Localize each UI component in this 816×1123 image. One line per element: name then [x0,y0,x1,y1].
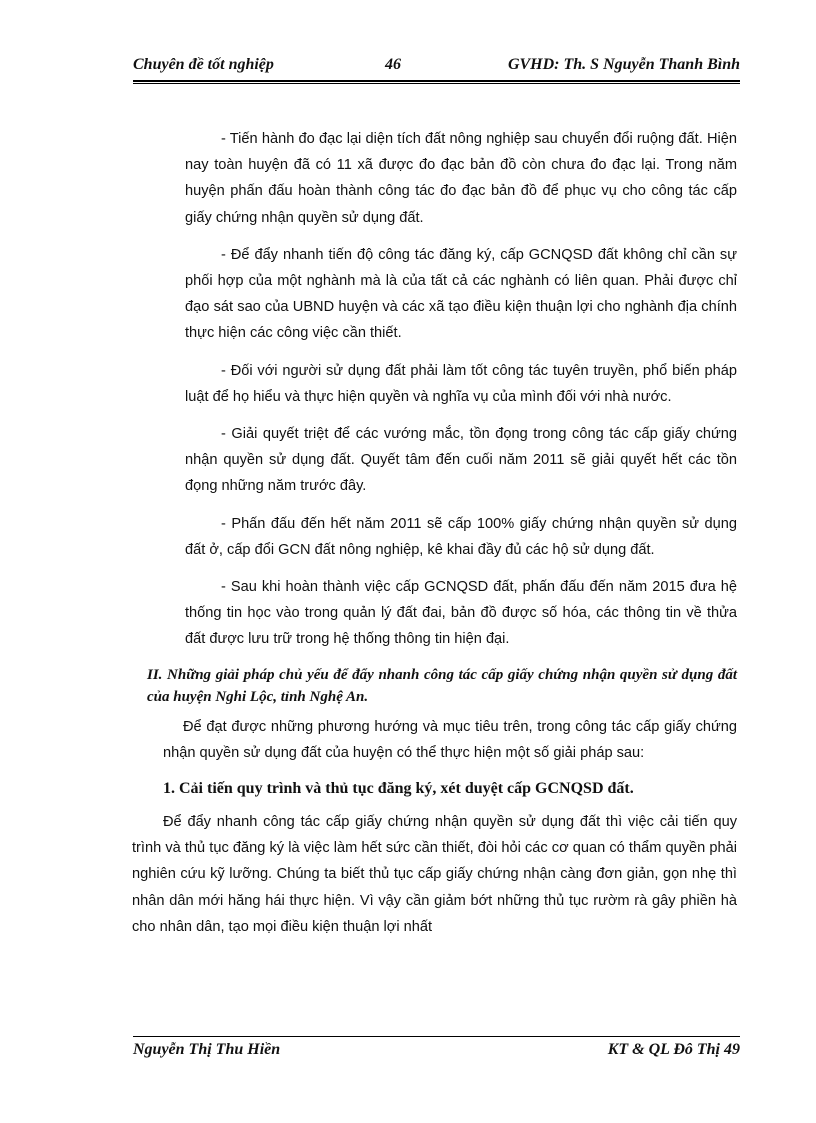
footer-department: KT & QL Đô Thị 49 [607,1041,740,1058]
footer-author: Nguyễn Thị Thu Hiền [133,1041,281,1058]
header-rule [133,80,740,82]
page-footer [133,1041,740,1063]
bullet-paragraph-5: - Phấn đấu đến hết năm 2011 sẽ cấp 100% giấy chứng nhận quyền sử dụng đất ở, cấp đổi GCN đất nông nghiệp, kê khai đầy đủ các hộ sử dụng đất. [185,515,737,558]
bullet-paragraph-1: - Tiến hành đo đạc lại diện tích đất nông nghiệp sau chuyển đổi ruộng đất. Hiện nay toàn huyện đã có 11 xã được đo đạc bản đồ còn chưa đo đạc lại. Trong năm huyện phấn đấu hoàn thành công tác đo đạc bản đồ để phục vụ cho công tác cấp giấy chứng nhận quyền sử dụng đất. [185,131,737,226]
section-heading: II. Những giải pháp chủ yếu để đẩy nhanh công tác cấp giấy chứng nhận quyền sử dụng đất của huyện Nghi Lộc, tỉnh Nghệ An. [147,666,737,705]
page-number: 46 [385,56,401,73]
header-title: Chuyên đề tốt nghiệp [133,56,274,73]
bullet-paragraph-3: - Đối với người sử dụng đất phải làm tốt công tác tuyên truyền, phổ biến pháp luật để họ hiểu và thực hiện quyền và nghĩa vụ của mình đối với nhà nước. [185,362,737,405]
footer-rule [133,1036,740,1037]
header-rule-thin [133,83,740,84]
subsection-body: Để đẩy nhanh công tác cấp giấy chứng nhận quyền sử dụng đất thì việc cải tiến quy trình và thủ tục đăng ký là việc làm hết sức cần thiết, đòi hỏi các cơ quan có thẩm quyền phải nghiên cứu kỹ lưỡng. Chúng ta biết thủ tục cấp giấy chứng nhận càng đơn giản, gọn nhẹ thì nhân dân mới hăng hái thực hiện. Vì vậy cần giảm bớt những thủ tục rườm rà gây phiền hà cho nhân dân, tạo mọi điều kiện thuận lợi nhất [132,814,737,935]
bullet-paragraph-6: - Sau khi hoàn thành việc cấp GCNQSD đất, phấn đấu đến năm 2015 đưa hệ thống tin học vào trong quản lý đất đai, bản đồ được số hóa, các thông tin về thửa đất được lưu trữ trong hệ thống thông tin hiện đại. [185,579,737,648]
bullet-paragraph-4: - Giải quyết triệt để các vướng mắc, tồn đọng trong công tác cấp giấy chứng nhận quyền sử dụng đất. Quyết tâm đến cuối năm 2011 sẽ giải quyết hết các tồn đọng những năm trước đây. [185,426,737,495]
section-intro: Để đạt được những phương hướng và mục tiêu trên, trong công tác cấp giấy chứng nhận quyền sử dụng đất của huyện có thể thực hiện một số giải pháp sau: [163,718,737,761]
bullet-paragraph-2: - Để đẩy nhanh tiến độ công tác đăng ký, cấp GCNQSD đất không chỉ cần sự phối hợp của một nghành mà là của tất cả các nghành có liên quan. Phải được chỉ đạo sát sao của UBND huyện và các xã tạo điều kiện thuận lợi cho nghành địa chính thực hiện các công việc cần thiết. [185,246,737,342]
page-header [133,56,740,78]
header-supervisor: GVHD: Th. S Nguyễn Thanh Bình [507,56,740,73]
page-body [132,126,737,955]
subsection-heading: 1. Cải tiến quy trình và thủ tục đăng ký, xét duyệt cấp GCNQSD đất. [163,780,634,798]
